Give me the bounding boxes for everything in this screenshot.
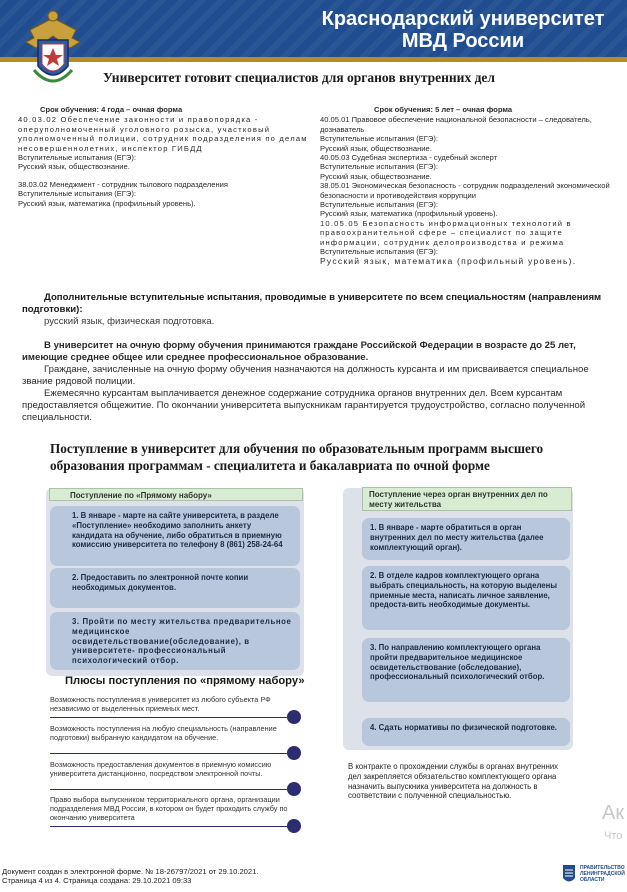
exams-label: Вступительные испытания (ЕГЭ): bbox=[320, 200, 438, 210]
advantage-item: Право выбора выпускником территориального органа, организации подразделения МВД России, в котором он будет проходить службу по окончанию университета bbox=[50, 795, 288, 822]
program-title: 38.03.02 Менеджмент - сотрудник тылового подразделения bbox=[18, 179, 228, 189]
exams-list: Русский язык, обществознание. bbox=[320, 171, 432, 181]
exams-list: Русский язык, обществознание. bbox=[320, 143, 432, 153]
advantage-item: Возможность поступления на любую специальность (направление подготовки) выбранную кандидатом на обучение. bbox=[50, 724, 277, 742]
footer-line-1: Документ создан в электронной форме. № 18-26797/2021 от 29.10.2021. bbox=[2, 867, 259, 876]
program-title: 40.05.01 Правовое обеспечение национальной безопасности – следователь, дознаватель bbox=[320, 115, 592, 134]
direct-step-2: 2. Предоставить по электронной почте копии необходимых документов. bbox=[50, 568, 300, 608]
activation-watermark-sub: Что bbox=[604, 830, 623, 842]
exams-list: Русский язык, математика (профильный уровень). bbox=[320, 209, 498, 219]
programs-4-years bbox=[18, 105, 308, 208]
advantage-divider bbox=[50, 826, 290, 827]
document-footer bbox=[2, 867, 258, 885]
university-name bbox=[313, 8, 613, 52]
main-title: Университет готовит специалистов для органов внутренних дел bbox=[103, 70, 495, 85]
additional-exams-subjects: русский язык, физическая подготовка. bbox=[44, 316, 215, 327]
advantage-divider bbox=[50, 789, 290, 790]
eligibility-text: В университет на очную форму обучения принимаются граждане Российской Федерации в возрасте до 25 лет, имеющие среднее общее или среднее профессиональное образование. bbox=[22, 340, 576, 363]
activation-watermark: Ак bbox=[602, 802, 625, 824]
advantage-bullet-icon bbox=[287, 710, 301, 724]
contract-note: В контракте о прохождении службы в органах внутренних дел закрепляется обязательство комплектующего органа назначить выпускника университета на должность в соответствии с полученной специальностью. bbox=[348, 762, 559, 801]
exams-label: Вступительные испытания (ЕГЭ): bbox=[320, 134, 438, 144]
exams-label: Вступительные испытания (ЕГЭ): bbox=[18, 153, 136, 163]
direct-admission-tab: Поступление по «Прямому набору» bbox=[49, 488, 303, 501]
program-title: 40.05.03 Судебная экспертиза - судебный эксперт bbox=[320, 153, 498, 163]
exams-list: Русский язык, математика (профильный уровень). bbox=[18, 198, 196, 208]
government-logo-icon bbox=[562, 864, 576, 886]
additional-exams bbox=[22, 292, 607, 328]
advantage-item: Возможность предоставления документов в приемную комиссию университета дистанционно, посредством электронной почты. bbox=[50, 760, 272, 778]
university-line-2: МВД России bbox=[401, 30, 525, 52]
organ-step-2: 2. В отделе кадров комплектующего органа выбрать специальность, на которую выделены приемные места, написать личное заявление, предоста-вить необходимые документы. bbox=[362, 566, 570, 630]
exams-list: Русский язык, математика (профильный уровень). bbox=[320, 255, 577, 266]
organ-step-1: 1. В январе - марте обратиться в орган внутренних дел по месту жительства (далее комплектующий орган). bbox=[362, 518, 570, 560]
organ-admission-tab: Поступление через орган внутренних дел по месту жительства bbox=[362, 487, 572, 511]
program-title: 38.05.01 Экономическая безопасность - сотрудник подразделений экономической безопасности и противодействия коррупции bbox=[320, 181, 610, 200]
advantage-bullet-icon bbox=[287, 782, 301, 796]
direct-step-3: 3. Пройти по месту жительства предварительное медицинское освидетельствование(обследование), в университете- профессиональный психологический отбор. bbox=[50, 612, 300, 670]
university-line-1: Краснодарский университет bbox=[321, 8, 605, 30]
advantages-title: Плюсы поступления по «прямому набору» bbox=[65, 675, 305, 687]
ministry-emblem-icon bbox=[22, 8, 84, 92]
admission-rules bbox=[22, 340, 607, 424]
advantage-divider bbox=[50, 717, 290, 718]
footer-line-2: Страница 4 из 4. Страница создана: 29.10.2021 09:33 bbox=[2, 876, 192, 885]
exams-list: Русский язык, обществознание. bbox=[18, 162, 130, 172]
advantage-bullet-icon bbox=[287, 746, 301, 760]
exams-label: Вступительные испытания (ЕГЭ): bbox=[18, 189, 136, 199]
exams-label: Вступительные испытания (ЕГЭ): bbox=[320, 247, 438, 257]
program-title: 40.03.02 Обеспечение законности и правопорядка - оперуполномоченный уголовного розыска, участковый уполномоченный полиции, сотрудник подразделения по делам несовершеннолетних, инспектор ГИБДД bbox=[18, 115, 308, 153]
advantage-bullet-icon bbox=[287, 819, 301, 833]
additional-exams-heading: Дополнительные вступительные испытания, проводимые в университете по всем специальностям (направлениям подготовки): bbox=[22, 292, 602, 315]
program-title: 10.05.05 Безопасность информационных технологий в правоохранительной сфере – специалист по защите информации, сотрудник делопроизводства и режима bbox=[320, 218, 572, 247]
organ-step-3: 3. По направлению комплектующего органа пройти предварительное медицинское освидетельствование (обследование), профессиональный психологический отбор. bbox=[362, 638, 570, 702]
cadet-status-text: Граждане, зачисленные на очную форму обучения назначаются на должность курсанта и им присваивается специальное звание рядовой полиции. bbox=[22, 364, 589, 387]
exams-label: Вступительные испытания (ЕГЭ): bbox=[320, 162, 438, 172]
organ-step-4: 4. Сдать нормативы по физической подготовке. bbox=[362, 718, 570, 746]
government-logo-text: ПРАВИТЕЛЬСТВО ЛЕНИНГРАДСКОЙ ОБЛАСТИ bbox=[580, 865, 625, 883]
direct-step-1: 1. В январе - марте на сайте университета, в разделе «Поступление» необходимо заполнить анкету кандидата на обучение, либо обратиться в приемную комиссию университета по телефону 8 (861) 258-24-64 bbox=[50, 506, 300, 566]
advantage-divider bbox=[50, 753, 290, 754]
programs-5-years bbox=[320, 105, 610, 266]
advantage-item: Возможность поступления в университет из любого субъекта РФ независимо от выделенных приемных мест. bbox=[50, 695, 271, 713]
section-title: Поступление в университет для обучения по образовательным программ высшего образования программам - специалитета и бакалавриата по очной форме bbox=[50, 441, 544, 473]
benefits-text: Ежемесячно курсантам выплачивается денежное содержание сотрудника органов внутренних дел. Всем курсантам предоставляется общежитие. По окончании университета выпускникам гарантируется трудоустройство, согласно полученной специальности. bbox=[22, 388, 586, 423]
term-4-years: Срок обучения: 4 года – очная форма bbox=[40, 105, 183, 114]
term-5-years: Срок обучения: 5 лет – очная форма bbox=[374, 105, 513, 114]
